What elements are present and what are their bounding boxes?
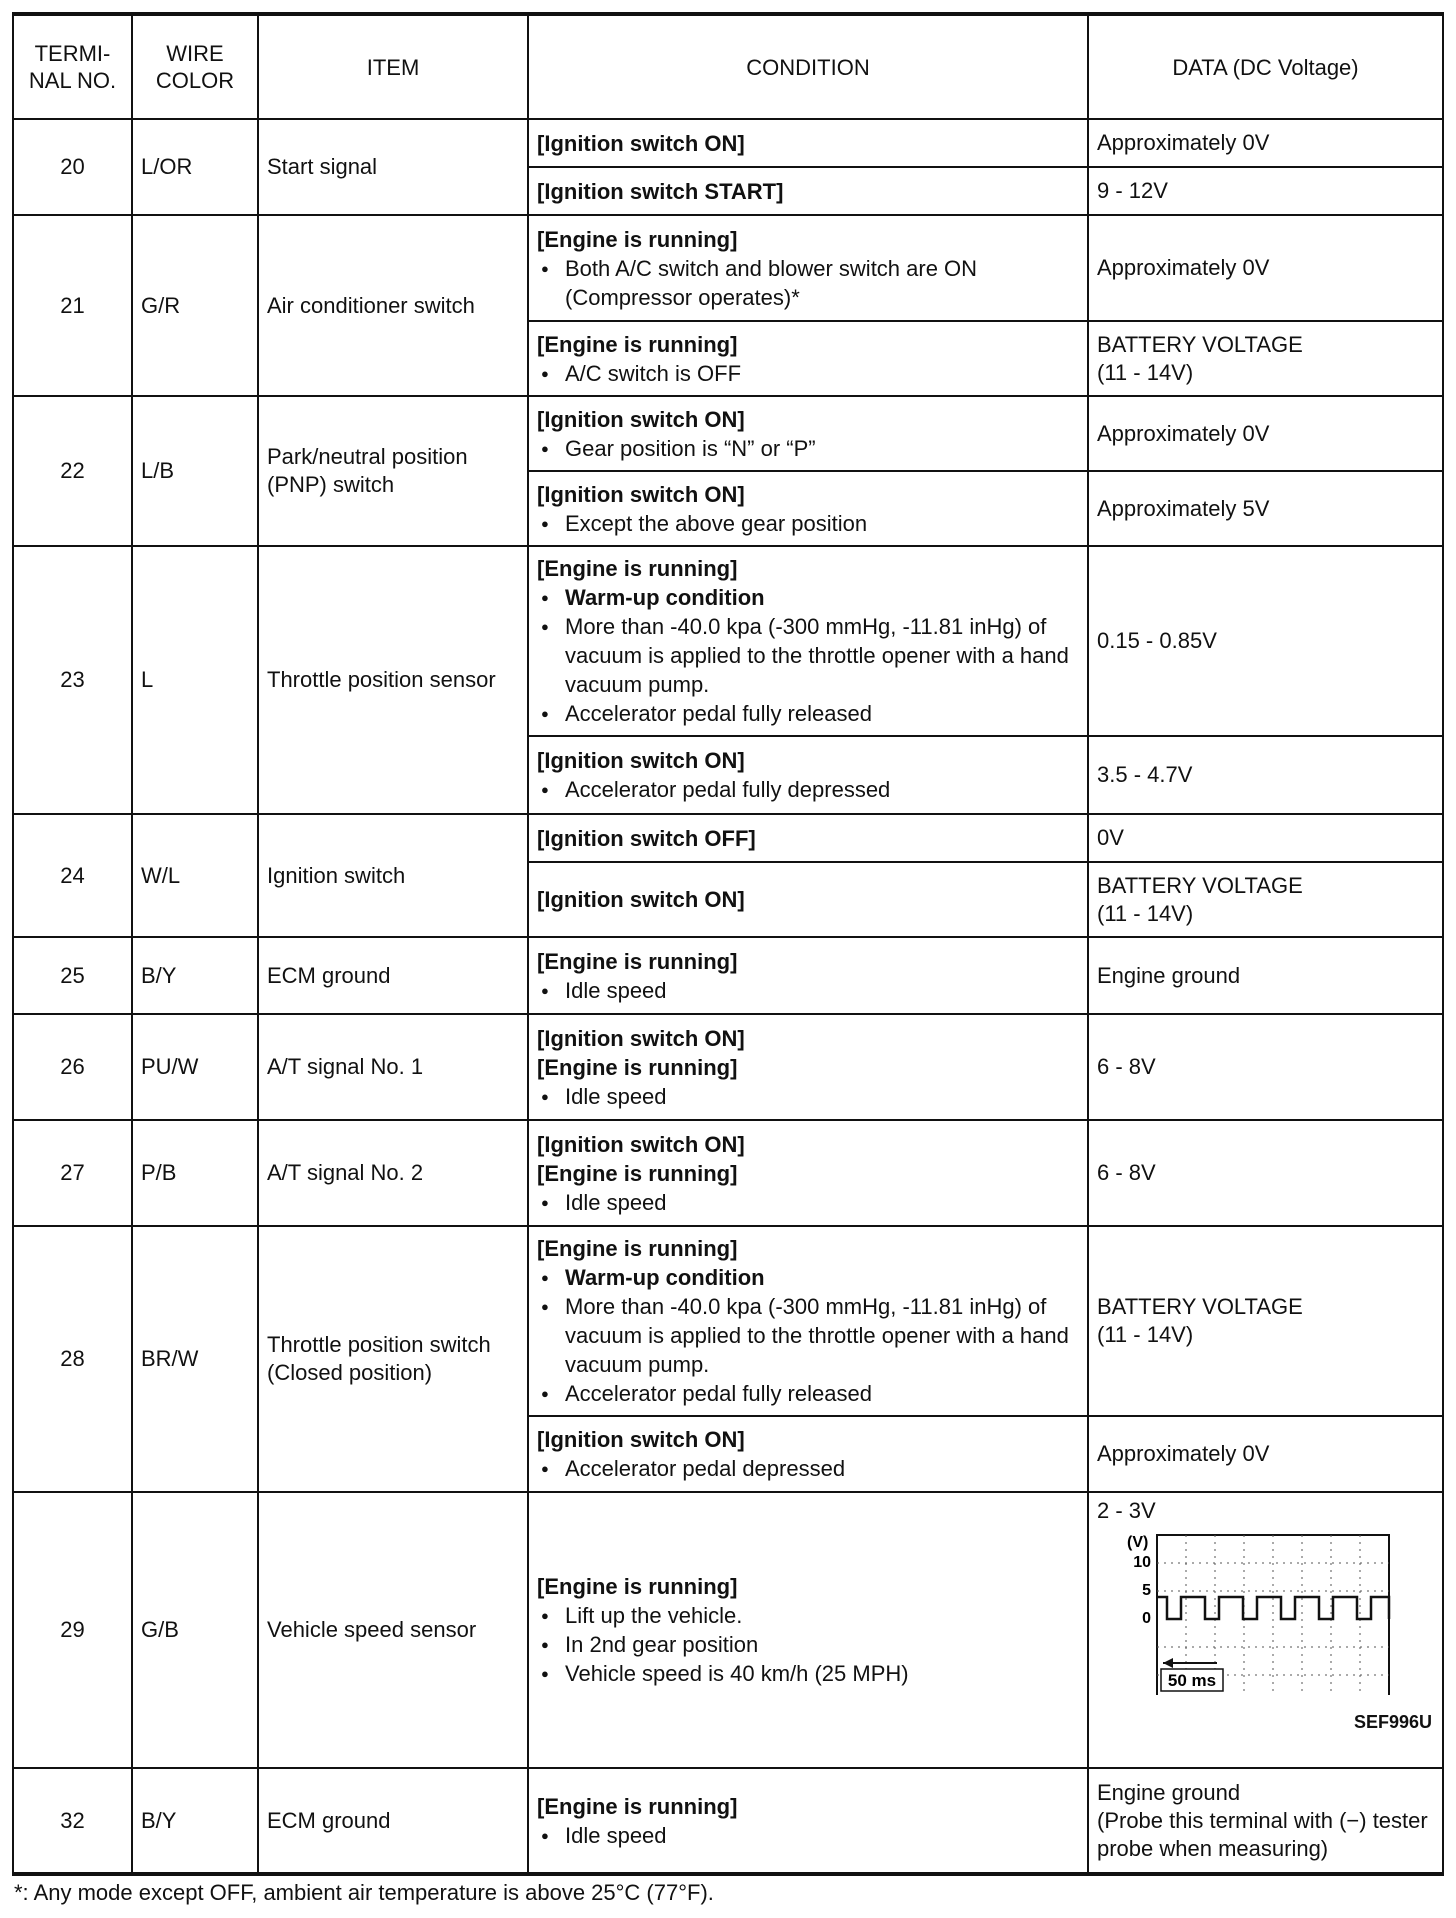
data-value-cell — [1088, 937, 1443, 1014]
condition-heading: [Engine is running] — [537, 1054, 738, 1080]
condition-heading: [Engine is running] — [537, 1793, 738, 1819]
vehicle-speed-waveform — [1097, 1525, 1427, 1695]
table-row — [13, 1226, 1443, 1416]
condition-bullet: ● Except the above gear position — [537, 509, 1079, 538]
condition-bullet: ● More than -40.0 kpa (-300 mmHg, -11.81 inHg) of vacuum is applied to the throttle opener with a hand vacuum pump. — [537, 1292, 1079, 1379]
item-cell: Throttle position sensor — [258, 546, 528, 814]
condition-cell — [528, 1120, 1088, 1226]
terminal-number-cell: 22 — [13, 396, 132, 546]
wire-color-cell: BR/W — [132, 1226, 258, 1492]
wire-color-cell: W/L — [132, 814, 258, 937]
table-header-row — [13, 14, 1443, 119]
condition-heading: [Ignition switch ON] — [537, 1025, 745, 1051]
item-cell: Park/neutral position (PNP) switch — [258, 396, 528, 546]
condition-cell — [528, 471, 1088, 546]
condition-heading: [Engine is running] — [537, 1574, 738, 1599]
header-terminal-no: TERMI- NAL NO. — [13, 14, 132, 119]
time-scale-arrow — [1163, 1658, 1173, 1668]
time-scale-label: 50 ms — [1167, 1671, 1217, 1690]
condition-bullet: ● More than -40.0 kpa (-300 mmHg, -11.81 inHg) of vacuum is applied to the throttle opener with a hand vacuum pump. — [537, 612, 1079, 699]
condition-bullet: ● Accelerator pedal fully depressed — [537, 775, 1079, 804]
table-row — [13, 1492, 1443, 1768]
table-row — [13, 937, 1443, 1014]
table-row — [13, 396, 1443, 471]
data-value-cell — [1088, 1226, 1443, 1416]
data-value: Approximately 0V — [1097, 420, 1270, 446]
terminal-data-table — [12, 12, 1444, 1876]
data-value-cell — [1088, 1014, 1443, 1120]
condition-bullet: ● Idle speed — [537, 1188, 1079, 1217]
condition-cell — [528, 1492, 1088, 1768]
condition-bullet: ● Idle speed — [537, 1821, 1079, 1850]
terminal-number-cell: 25 — [13, 937, 132, 1014]
header-item: ITEM — [258, 14, 528, 119]
condition-heading: [Engine is running] — [537, 331, 738, 357]
condition-cell — [528, 546, 1088, 736]
data-value: 2 - 3V — [1097, 1498, 1156, 1523]
terminal-number-cell: 24 — [13, 814, 132, 937]
condition-heading: [Engine is running] — [537, 948, 738, 974]
terminal-number-cell: 27 — [13, 1120, 132, 1226]
item-cell: A/T signal No. 2 — [258, 1120, 528, 1226]
data-value: Engine ground — [1097, 962, 1241, 988]
data-value-cell — [1088, 814, 1443, 862]
data-value-cell — [1088, 1768, 1443, 1874]
table-row — [13, 814, 1443, 862]
condition-heading: [Ignition switch ON] — [537, 887, 745, 912]
condition-cell — [528, 1014, 1088, 1120]
data-value: Approximately 0V — [1097, 1441, 1270, 1466]
condition-bullet: ● Accelerator pedal fully released — [537, 1379, 1079, 1408]
table-row — [13, 1120, 1443, 1226]
table-row — [13, 1768, 1443, 1874]
data-value-cell — [1088, 119, 1443, 167]
condition-cell — [528, 736, 1088, 814]
condition-cell — [528, 814, 1088, 862]
wire-color-cell: L/B — [132, 396, 258, 546]
terminal-number-cell: 26 — [13, 1014, 132, 1120]
data-value: Approximately 0V — [1097, 255, 1270, 280]
data-value: (Probe this terminal with (−) tester probe when measuring) — [1097, 1807, 1428, 1861]
data-value-cell — [1088, 167, 1443, 215]
item-cell: A/T signal No. 1 — [258, 1014, 528, 1120]
wire-color-cell: B/Y — [132, 1768, 258, 1874]
data-value: (11 - 14V) — [1097, 359, 1194, 385]
data-value-cell — [1088, 321, 1443, 396]
condition-heading: [Ignition switch ON] — [537, 406, 745, 432]
condition-bullet: ● Gear position is “N” or “P” — [537, 434, 1079, 463]
condition-heading: [Engine is running] — [537, 1160, 738, 1186]
terminal-number-cell: 21 — [13, 215, 132, 396]
condition-bullet: ● Warm-up condition — [537, 1263, 1079, 1292]
data-value: Approximately 0V — [1097, 130, 1270, 155]
data-value: 3.5 - 4.7V — [1097, 762, 1193, 787]
item-cell: ECM ground — [258, 937, 528, 1014]
condition-heading: [Ignition switch ON] — [537, 130, 745, 156]
data-value: BATTERY VOLTAGE — [1097, 331, 1303, 357]
waveform-tick-5: 5 — [1142, 1582, 1151, 1599]
condition-heading: [Ignition switch ON] — [537, 1427, 745, 1452]
data-value: 0.15 - 0.85V — [1097, 628, 1217, 653]
terminal-number-cell: 20 — [13, 119, 132, 215]
terminal-number-cell: 32 — [13, 1768, 132, 1874]
header-data: DATA (DC Voltage) — [1088, 14, 1443, 119]
waveform-tick-10: 10 — [1133, 1554, 1151, 1571]
table-row — [13, 215, 1443, 321]
data-value: 9 - 12V — [1097, 178, 1168, 203]
condition-cell — [528, 119, 1088, 167]
data-value-cell — [1088, 862, 1443, 937]
condition-heading: [Ignition switch ON] — [537, 748, 745, 773]
waveform-unit-label: (V) — [1127, 1534, 1149, 1551]
condition-heading: [Ignition switch START] — [537, 178, 784, 204]
wire-color-cell: B/Y — [132, 937, 258, 1014]
condition-bullet: ● Both A/C switch and blower switch are ON (Compressor operates)* — [537, 254, 1079, 312]
data-value-cell — [1088, 1120, 1443, 1226]
wire-color-cell: G/R — [132, 215, 258, 396]
condition-bullet: ● Accelerator pedal fully released — [537, 699, 1079, 728]
condition-cell — [528, 1416, 1088, 1492]
waveform-trace — [1157, 1597, 1389, 1619]
data-value: 0V — [1097, 825, 1124, 850]
header-wire-color: WIRE COLOR — [132, 14, 258, 119]
terminal-number-cell: 23 — [13, 546, 132, 814]
item-cell: ECM ground — [258, 1768, 528, 1874]
condition-cell — [528, 1768, 1088, 1874]
item-cell: Vehicle speed sensor — [258, 1492, 528, 1768]
data-value-cell — [1088, 1492, 1443, 1768]
data-value: 6 - 8V — [1097, 1054, 1156, 1079]
condition-cell — [528, 396, 1088, 471]
wire-color-cell: P/B — [132, 1120, 258, 1226]
wire-color-cell: PU/W — [132, 1014, 258, 1120]
wire-color-cell: G/B — [132, 1492, 258, 1768]
data-value-cell — [1088, 396, 1443, 471]
condition-cell — [528, 321, 1088, 396]
condition-bullet: ● Lift up the vehicle. — [537, 1601, 1079, 1630]
data-value-cell — [1088, 1416, 1443, 1492]
terminal-number-cell: 28 — [13, 1226, 132, 1492]
data-value: Engine ground — [1097, 1779, 1241, 1805]
figure-code: SEF996U — [1353, 1712, 1432, 1732]
data-value: BATTERY VOLTAGE — [1097, 1294, 1303, 1319]
condition-cell — [528, 167, 1088, 215]
data-value-cell — [1088, 471, 1443, 546]
header-condition: CONDITION — [528, 14, 1088, 119]
item-cell: Throttle position switch (Closed position) — [258, 1226, 528, 1492]
data-value-cell — [1088, 215, 1443, 321]
table-body — [13, 119, 1443, 1874]
footnote: *: Any mode except OFF, ambient air temperature is above 25°C (77°F). — [14, 1880, 714, 1905]
data-value-cell — [1088, 546, 1443, 736]
condition-bullet: ● A/C switch is OFF — [537, 359, 1079, 388]
condition-bullet: ● Accelerator pedal depressed — [537, 1454, 1079, 1483]
data-value: BATTERY VOLTAGE — [1097, 872, 1303, 898]
wire-color-cell: L/OR — [132, 119, 258, 215]
condition-cell — [528, 862, 1088, 937]
condition-heading: [Engine is running] — [537, 1236, 738, 1261]
item-cell: Air conditioner switch — [258, 215, 528, 396]
table-row — [13, 119, 1443, 167]
data-value: (11 - 14V) — [1097, 1322, 1194, 1347]
condition-bullet: ● In 2nd gear position — [537, 1630, 1079, 1659]
condition-heading: [Ignition switch ON] — [537, 481, 745, 507]
condition-cell — [528, 1226, 1088, 1416]
condition-heading: [Engine is running] — [537, 556, 738, 581]
terminal-number-cell: 29 — [13, 1492, 132, 1768]
item-cell: Ignition switch — [258, 814, 528, 937]
condition-heading: [Ignition switch ON] — [537, 1131, 745, 1157]
condition-bullet: ● Warm-up condition — [537, 583, 1079, 612]
condition-bullet: ● Vehicle speed is 40 km/h (25 MPH) — [537, 1659, 1079, 1688]
condition-cell — [528, 215, 1088, 321]
data-value-cell — [1088, 736, 1443, 814]
condition-heading: [Engine is running] — [537, 226, 738, 252]
condition-cell — [528, 937, 1088, 1014]
data-value: (11 - 14V) — [1097, 900, 1194, 926]
data-value: Approximately 5V — [1097, 495, 1270, 521]
document-page — [12, 12, 1442, 1906]
condition-bullet: ● Idle speed — [537, 976, 1079, 1005]
waveform-figure — [1097, 1525, 1434, 1702]
condition-heading: [Ignition switch OFF] — [537, 825, 756, 851]
waveform-tick-0: 0 — [1142, 1610, 1151, 1627]
table-row — [13, 546, 1443, 736]
wire-color-cell: L — [132, 546, 258, 814]
condition-bullet: ● Idle speed — [537, 1082, 1079, 1111]
data-value: 6 - 8V — [1097, 1160, 1156, 1185]
table-row — [13, 1014, 1443, 1120]
item-cell: Start signal — [258, 119, 528, 215]
